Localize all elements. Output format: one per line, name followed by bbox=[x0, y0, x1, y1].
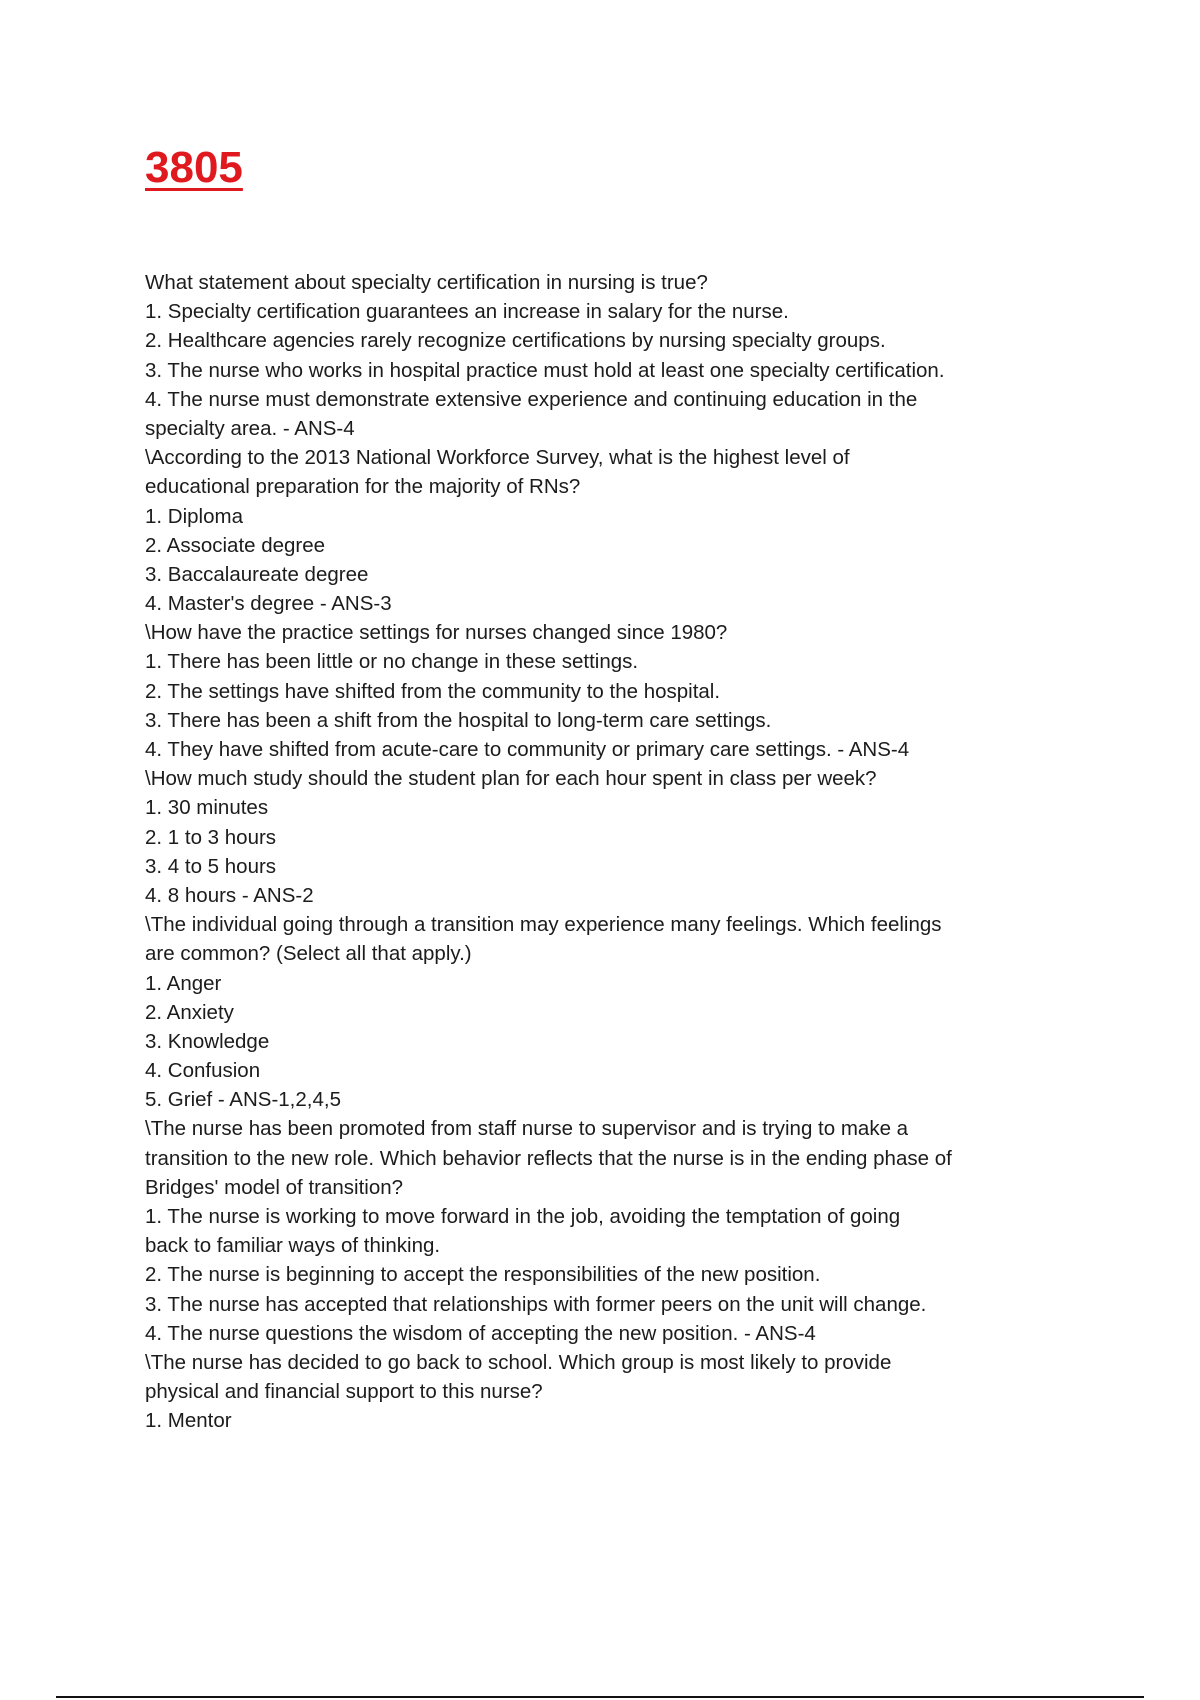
text-line: \The nurse has decided to go back to school. Which group is most likely to provide bbox=[145, 1350, 892, 1374]
text-line: 1. 30 minutes bbox=[145, 796, 269, 820]
text-line: 1. The nurse is working to move forward in the job, avoiding the temptation of going bbox=[145, 1205, 901, 1228]
text-line: 4. The nurse must demonstrate extensive experience and continuing education in the bbox=[145, 387, 918, 411]
text-line: \How have the practice settings for nurses changed since 1980? bbox=[145, 621, 728, 645]
text-line: 1. Mentor bbox=[145, 1409, 232, 1433]
text-line: 4. 8 hours - ANS-2 bbox=[145, 883, 314, 907]
text-line: 2. Anxiety bbox=[145, 1000, 234, 1024]
text-line: are common? (Select all that apply.) bbox=[145, 942, 472, 966]
text-line: \How much study should the student plan for each hour spent in class per week? bbox=[145, 767, 877, 791]
text-line: 1. Anger bbox=[145, 971, 222, 995]
text-line: 4. They have shifted from acute-care to community or primary care settings. - ANS-4 bbox=[145, 738, 910, 761]
text-line: 2. Healthcare agencies rarely recognize certifications by nursing specialty groups. bbox=[145, 329, 886, 353]
text-line: \The nurse has been promoted from staff nurse to supervisor and is trying to make a bbox=[145, 1117, 909, 1141]
text-line: 4. The nurse questions the wisdom of accepting the new position. - ANS-4 bbox=[145, 1321, 816, 1345]
text-line: 3. There has been a shift from the hospital to long-term care settings. bbox=[145, 708, 772, 732]
text-line: Bridges' model of transition? bbox=[145, 1175, 404, 1199]
text-line: 2. 1 to 3 hours bbox=[145, 825, 277, 849]
text-line: 3. The nurse has accepted that relationships with former peers on the unit will change. bbox=[145, 1292, 927, 1316]
text-line: What statement about specialty certification in nursing is true? bbox=[145, 271, 708, 294]
page-footer-divider bbox=[56, 1696, 1144, 1698]
text-line: \According to the 2013 National Workforce Survey, what is the highest level of bbox=[145, 446, 850, 470]
text-line: 4. Confusion bbox=[145, 1059, 261, 1083]
text-line: 2. The settings have shifted from the community to the hospital. bbox=[145, 679, 721, 703]
text-line: 3. Baccalaureate degree bbox=[145, 562, 369, 586]
text-line: 5. Grief - ANS-1,2,4,5 bbox=[145, 1088, 341, 1112]
text-line: 1. There has been little or no change in these settings. bbox=[145, 650, 639, 674]
text-line: educational preparation for the majority of RNs? bbox=[145, 475, 581, 499]
text-line: physical and financial support to this nurse? bbox=[145, 1380, 543, 1404]
document-body bbox=[145, 268, 1045, 1436]
text-line: 1. Diploma bbox=[145, 504, 243, 528]
text-line: transition to the new role. Which behavior reflects that the nurse is in the ending phase of bbox=[145, 1146, 952, 1170]
text-line: 3. 4 to 5 hours bbox=[145, 854, 277, 878]
text-line: 4. Master's degree - ANS-3 bbox=[145, 592, 392, 616]
text-line: 1. Specialty certification guarantees an increase in salary for the nurse. bbox=[145, 300, 789, 324]
text-line: 3. The nurse who works in hospital practice must hold at least one specialty certification. bbox=[145, 358, 945, 382]
text-line: back to familiar ways of thinking. bbox=[145, 1234, 441, 1258]
text-line: \The individual going through a transition may experience many feelings. Which feelings bbox=[145, 913, 942, 937]
text-line: 2. Associate degree bbox=[145, 533, 326, 557]
document-title: 3805 bbox=[145, 143, 243, 192]
text-line: 3. Knowledge bbox=[145, 1029, 270, 1053]
text-line: 2. The nurse is beginning to accept the responsibilities of the new position. bbox=[145, 1263, 821, 1287]
text-line: specialty area. - ANS-4 bbox=[145, 416, 355, 440]
